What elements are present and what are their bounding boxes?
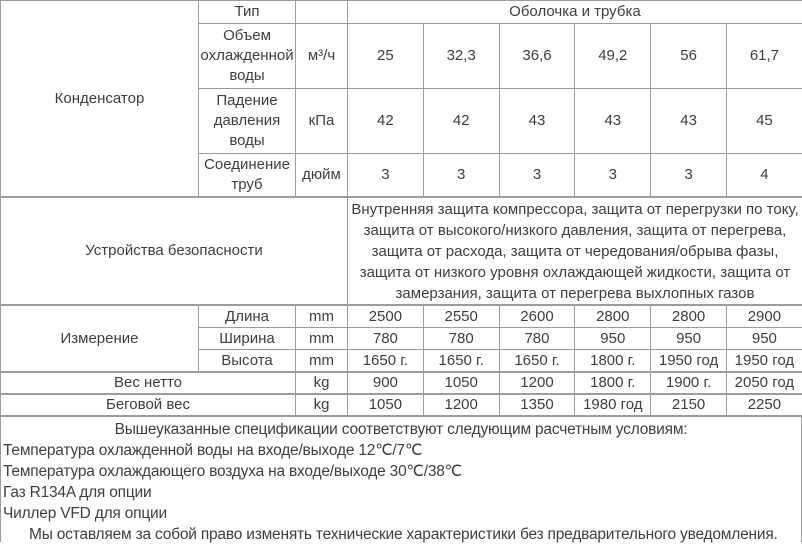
width-value-cell: 950 bbox=[651, 328, 727, 350]
type-unit-cell-empty bbox=[296, 1, 348, 24]
pressure-value-cell: 43 bbox=[651, 89, 727, 154]
safety-text-line: защита от расхода, защита от чередования/обрыва фазы, bbox=[371, 242, 779, 260]
running-weight-row bbox=[1, 395, 802, 416]
volume-name-cell: Объем охлажденной воды bbox=[199, 24, 296, 89]
safety-table bbox=[0, 197, 802, 305]
length-value-cell: 2900 bbox=[726, 306, 802, 328]
width-value-cell: 780 bbox=[423, 328, 499, 350]
width-value-cell: 780 bbox=[348, 328, 424, 350]
measurement-table bbox=[0, 305, 802, 372]
volume-value-cell: 36,6 bbox=[499, 24, 575, 89]
running-weight-value-cell: 2150 bbox=[651, 395, 727, 416]
volume-value-cell: 56 bbox=[651, 24, 727, 89]
running-weight-value-cell: 1350 bbox=[499, 395, 575, 416]
type-name-cell: Тип bbox=[199, 1, 296, 24]
pipe-name-cell: Соединение труб bbox=[199, 154, 296, 197]
volume-value-cell: 49,2 bbox=[575, 24, 651, 89]
height-value-cell: 1950 год bbox=[651, 350, 727, 372]
pipe-value-cell: 4 bbox=[726, 154, 802, 197]
pressure-unit-cell: кПа bbox=[296, 89, 348, 154]
height-unit-cell: mm bbox=[296, 350, 348, 372]
width-unit-cell: mm bbox=[296, 328, 348, 350]
safety-label-cell: Устройства безопасности bbox=[1, 198, 348, 305]
length-value-cell: 2600 bbox=[499, 306, 575, 328]
pipe-value-cell: 3 bbox=[575, 154, 651, 197]
safety-text-cell bbox=[348, 198, 802, 305]
length-name-cell: Длина bbox=[199, 306, 296, 328]
measurement-label-cell: Измерение bbox=[1, 306, 199, 372]
height-value-cell: 1950 год bbox=[726, 350, 802, 372]
net-weight-value-cell: 1800 г. bbox=[575, 373, 651, 394]
height-value-cell: 1650 г. bbox=[348, 350, 424, 372]
net-weight-row bbox=[1, 373, 802, 394]
net-weight-value-cell: 900 bbox=[348, 373, 424, 394]
length-value-cell: 2550 bbox=[423, 306, 499, 328]
safety-text-line: Внутренняя защита компрессора, защита от перегрузки по току, bbox=[351, 200, 799, 218]
notes-line: Температура охлаждающего воздуха на входе/выходе 30℃/38℃ bbox=[3, 463, 462, 480]
length-row bbox=[1, 306, 802, 328]
notes-disclaimer: Мы оставляем за собой право изменять технические характеристики без предварительного уведомления. bbox=[29, 526, 778, 543]
pipe-value-cell: 3 bbox=[651, 154, 727, 197]
running-weight-name-cell: Беговой вес bbox=[1, 395, 296, 416]
running-weight-value-cell: 1050 bbox=[348, 395, 424, 416]
notes-block bbox=[0, 416, 802, 542]
net-weight-table bbox=[0, 372, 802, 394]
pipe-value-cell: 3 bbox=[348, 154, 424, 197]
net-weight-unit-cell: kg bbox=[296, 373, 348, 394]
volume-value-cell: 61,7 bbox=[726, 24, 802, 89]
safety-text-line: замерзания, защита от перегрева выхлопных газов bbox=[395, 284, 755, 302]
pipe-unit-cell: дюйм bbox=[296, 154, 348, 197]
condenser-table bbox=[0, 0, 802, 197]
length-value-cell: 2800 bbox=[651, 306, 727, 328]
notes-line: Газ R134A для опции bbox=[3, 484, 152, 501]
pressure-value-cell: 42 bbox=[423, 89, 499, 154]
running-weight-value-cell: 1200 bbox=[423, 395, 499, 416]
safety-text-line: защита от высокого/низкого давления, защита от перегрева, bbox=[363, 221, 787, 239]
pressure-value-cell: 45 bbox=[726, 89, 802, 154]
volume-unit-cell: м³/ч bbox=[296, 24, 348, 89]
width-name-cell: Ширина bbox=[199, 328, 296, 350]
running-weight-unit-cell: kg bbox=[296, 395, 348, 416]
volume-value-cell: 25 bbox=[348, 24, 424, 89]
height-value-cell: 1800 г. bbox=[575, 350, 651, 372]
type-value-cell: Оболочка и трубка bbox=[348, 1, 802, 24]
width-value-cell: 780 bbox=[499, 328, 575, 350]
net-weight-value-cell: 1900 г. bbox=[651, 373, 727, 394]
safety-row bbox=[1, 198, 802, 305]
running-weight-value-cell: 2250 bbox=[726, 395, 802, 416]
height-value-cell: 1650 г. bbox=[499, 350, 575, 372]
pipe-value-cell: 3 bbox=[499, 154, 575, 197]
running-weight-table bbox=[0, 394, 802, 416]
length-value-cell: 2800 bbox=[575, 306, 651, 328]
notes-line: Чиллер VFD для опции bbox=[3, 505, 167, 522]
length-value-cell: 2500 bbox=[348, 306, 424, 328]
pipe-value-cell: 3 bbox=[423, 154, 499, 197]
height-value-cell: 1650 г. bbox=[423, 350, 499, 372]
notes-line: Температура охлажденной воды на входе/выходе 12℃/7℃ bbox=[3, 442, 423, 459]
height-name-cell: Высота bbox=[199, 350, 296, 372]
net-weight-name-cell: Вес нетто bbox=[1, 373, 296, 394]
condenser-label-cell: Конденсатор bbox=[1, 1, 199, 197]
safety-text-line: защита от низкого уровня охлаждающей жидкости, защита от bbox=[359, 263, 791, 281]
running-weight-value-cell: 1980 год bbox=[575, 395, 651, 416]
width-value-cell: 950 bbox=[726, 328, 802, 350]
notes-heading: Вышеуказанные спецификации соответствуют следующим расчетным условиям: bbox=[114, 421, 688, 438]
pressure-value-cell: 43 bbox=[499, 89, 575, 154]
net-weight-value-cell: 1200 bbox=[499, 373, 575, 394]
pressure-name-cell: Падение давления воды bbox=[199, 89, 296, 154]
net-weight-value-cell: 1050 bbox=[423, 373, 499, 394]
volume-value-cell: 32,3 bbox=[423, 24, 499, 89]
pressure-value-cell: 43 bbox=[575, 89, 651, 154]
pressure-value-cell: 42 bbox=[348, 89, 424, 154]
net-weight-value-cell: 2050 год bbox=[726, 373, 802, 394]
length-unit-cell: mm bbox=[296, 306, 348, 328]
type-row bbox=[1, 1, 802, 24]
width-value-cell: 950 bbox=[575, 328, 651, 350]
